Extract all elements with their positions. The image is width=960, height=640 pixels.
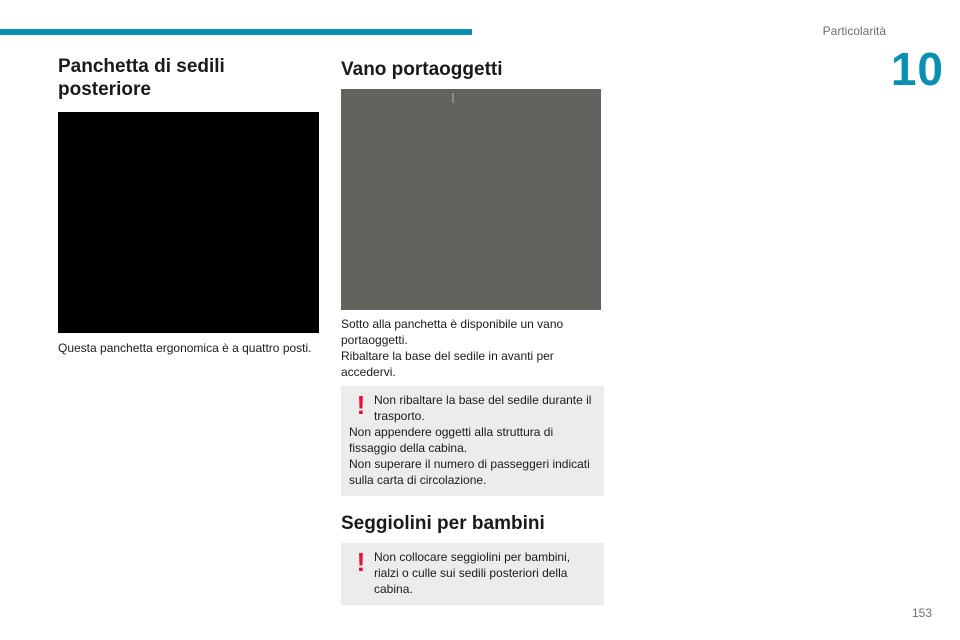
warning-1-first: Non ribaltare la base del sedile durante il trasporto. [374, 393, 592, 423]
warning-1-line-1: Non appendere oggetti alla struttura di fissaggio della cabina. [349, 425, 554, 455]
storage-heading: Vano portaoggetti [341, 59, 503, 80]
section-name: Particolarità [822, 24, 886, 38]
rear-bench-caption: Questa panchetta ergonomica è a quattro posti. [58, 341, 312, 355]
storage-body [341, 316, 604, 380]
warning-2-text: Non collocare seggiolini per bambini, rialzi o culle sui sedili posteriori della cabina. [374, 550, 571, 596]
rear-bench-heading: Panchetta di sedili posteriore [58, 56, 225, 100]
left-column [58, 55, 320, 356]
right-column [341, 55, 604, 605]
exclamation-icon: ! [356, 390, 366, 420]
child-seats-warning-box [341, 543, 604, 605]
storage-warning-box [341, 386, 604, 496]
warning-2-line [349, 549, 596, 597]
rear-bench-photo [58, 112, 319, 333]
exclamation-icon: ! [356, 547, 366, 577]
photo-mark [452, 93, 454, 103]
storage-line-1: Sotto alla panchetta è disponibile un vano portaoggetti. [341, 317, 564, 347]
warning-first-line [349, 392, 596, 424]
storage-photo [341, 89, 601, 310]
warning-1-line-2: Non superare il numero di passeggeri indicati sulla carta di circolazione. [349, 457, 590, 487]
storage-line-2: Ribaltare la base del sedile in avanti per accedervi. [341, 349, 554, 379]
page-number: 153 [911, 606, 932, 620]
header-accent-bar [0, 29, 472, 35]
child-seats-heading: Seggiolini per bambini [341, 513, 545, 534]
chapter-number: 10 [890, 43, 944, 95]
